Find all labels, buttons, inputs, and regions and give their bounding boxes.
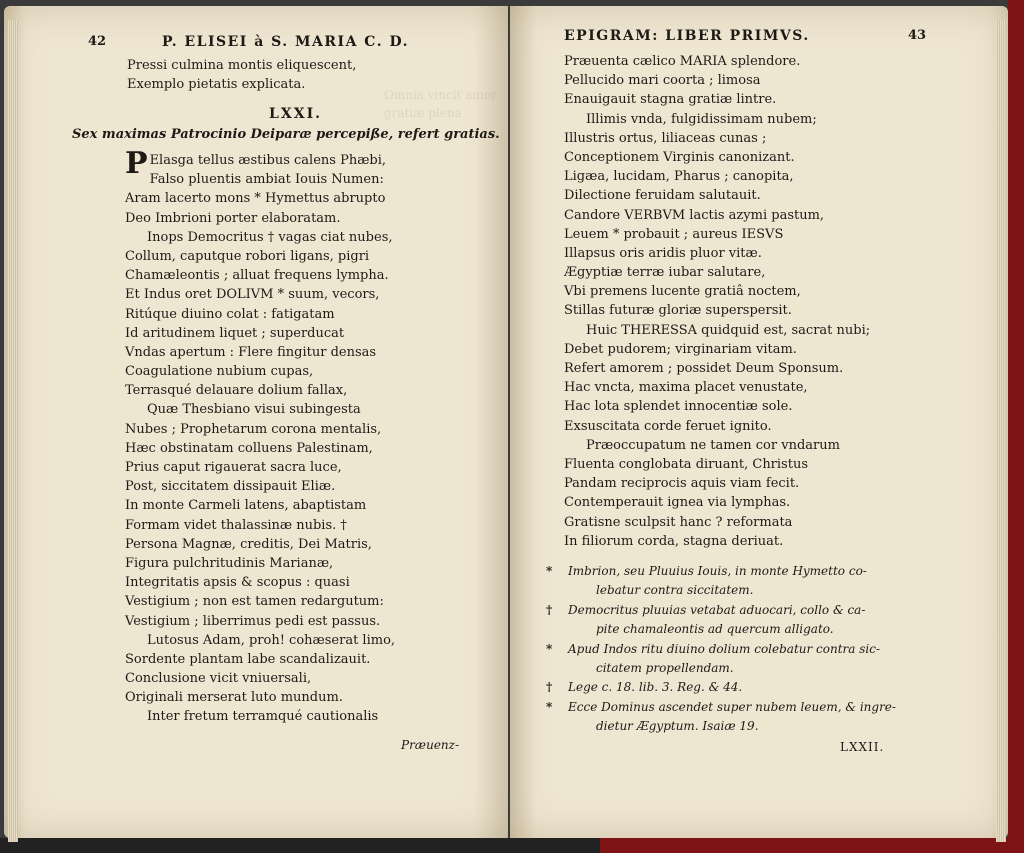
footnote-line: dietur Ægyptum. Isaiæ 19. [596,719,759,734]
footnote-text: Ecce Dominus ascendet super nubem leuem, & ingre- [568,699,896,714]
poem-line: Et Indus oret DOLIVM * suum, vecors, [125,287,380,303]
poem-line: Inops Democritus † vagas ciat nubes, [147,229,393,245]
poem-line: Pellucido mari coorta ; limosa [564,73,761,89]
right-poem [564,52,870,551]
poem-line: Collum, caputque robori ligans, pigri [125,248,370,264]
right-page-edges [996,20,1006,842]
bleed-through: Omnia vincit amor gratiæ plena [384,88,497,120]
poem-line: Persona Magnæ, creditis, Dei Matris, [125,536,372,552]
footnote-line [546,601,896,620]
poem-line: Hac lota splendet innocentiæ sole. [564,399,793,415]
footnote-line [546,562,896,581]
poem-line: Conclusione vicit vniuersali, [125,671,312,687]
poem-line: Nubes ; Prophetarum corona mentalis, [125,421,382,437]
footnote-mark: * [546,641,553,656]
poem-line: Aram lacerto mons * Hymettus abrupto [125,191,386,207]
poem-line: Stillas futuræ gloriæ superspersit. [564,303,792,319]
right-page [510,6,1008,838]
right-catchword: LXXII. [840,740,885,754]
poem-line: Figura pulchritudinis Marianæ, [125,555,334,571]
poem-line: Inter fretum terramqué cautionalis [147,709,379,725]
poem-line: Illimis vnda, fulgidissimam nubem; [586,111,817,127]
poem-line: Sordente plantam labe scandalizauit. [125,651,371,667]
poem-line: Hac vncta, maxima placet venustate, [564,380,808,396]
poem-line: Vbi premens lucente gratiâ noctem, [564,284,801,300]
poem-line: Debet pudorem; virginariam vitam. [564,341,797,357]
left-page [4,6,508,838]
poem-line: Vestigium ; non est tamen redargutum: [125,594,384,610]
poem-line: Illustris ortus, liliaceas cunas ; [564,130,767,146]
poem-line: Ligæa, lucidam, Pharus ; canopita, [564,169,794,185]
poem-line: Hæc obstinatam colluens Palestinam, [125,440,373,456]
poem-line: Vndas apertum : Flere fingitur densas [125,344,377,360]
footnote-line [546,640,896,659]
poem-line: Lutosus Adam, proh! cohæserat limo, [147,632,396,648]
poem-line: Chamæleontis ; alluat frequens lympha. [125,268,389,284]
left-poem-lines [125,170,505,726]
poem-line: Formam videt thalassinæ nubis. † [125,517,347,533]
poem-line: Candore VERBVM lactis azymi pastum, [564,207,825,223]
text-line: Exemplo pietatis explicata. [127,77,306,93]
left-poem [125,146,505,727]
poem-line: Coagulatione nubium cupas, [125,364,314,380]
poem-line: Quæ Thesbiano visui subingesta [147,402,361,418]
poem-line: Post, siccitatem dissipauit Eliæ. [125,479,336,495]
right-running-header: EPIGRAM: LIBER PRIMVS. [564,28,810,44]
poem-line: Illapsus oris aridis pluor vitæ. [564,245,762,261]
footnote-line [546,678,896,697]
poem-line: Præoccupatum ne tamen cor vndarum [586,437,840,453]
poem-line: Pandam reciprocis aquis viam fecit. [564,476,800,492]
footnote-line: lebatur contra siccitatem. [596,583,754,598]
bottom-backdrop [0,838,1024,853]
footnote-text: Apud Indos ritu diuino dolium colebatur contra sic- [568,641,881,656]
footnote-line: pite chamaleontis ad quercum alligato. [596,622,834,637]
footnote-mark: * [546,564,553,578]
left-page-edges [8,20,18,842]
poem-line: Refert amorem ; possidet Deum Sponsum. [564,361,844,376]
poem-line: Ritúque diuino colat : fatigatam [125,306,335,322]
poem-line: In monte Carmeli latens, abaptistam [125,498,367,514]
poem-line: Leuem * probauit ; aureus IESVS [564,226,784,242]
footnote-text: Lege c. 18. lib. 3. Reg. & 44. [568,680,743,695]
poem-line: Enauigauit stagna gratiæ lintre. [564,92,777,108]
poem-line: Dilectione feruidam salutauit. [564,188,761,204]
poem-line: In filiorum corda, stagna deriuat. [564,533,784,549]
poem-line: Prius caput rigauerat sacra luce, [125,460,342,476]
footnote-mark: † [546,680,553,695]
poem-line: Id aritudinem liquet ; superducat [125,325,345,341]
footnote-line [546,698,896,717]
red-backdrop [1008,0,1024,853]
left-catchword: Præuenz- [401,738,460,752]
footnote-text: Democritus pluuias vetabat aduocari, collo & ca- [568,602,866,617]
left-page-number: 42 [88,34,107,49]
poem-line: Gratisne sculpsit hanc ? reformata [564,514,793,530]
poem-line: Ægyptiæ terræ iubar salutare, [564,265,766,281]
poem-line: Vestigium ; liberrimus pedi est passus. [125,613,381,629]
right-page-number: 43 [908,28,927,43]
drop-cap: P [125,146,148,181]
poem-line: Conceptionem Virginis canonizant. [564,149,795,165]
poem-heading: Sex maximas Patrocinio Deiparæ percepiße, refert gratias. [72,127,500,142]
footnote-mark: * [546,699,553,714]
poem-line: Exsuscitata corde feruet ignito. [564,418,772,434]
first-line-text: Elasga tellus æstibus calens Phæbi, [149,153,387,168]
poem-line: Huic THERESSA quidquid est, sacrat nubi; [586,322,871,338]
text-line: Pressi culmina montis eliquescent, [127,58,357,73]
left-top-lines [127,56,356,94]
poem-line: Falso pluentis ambiat Iouis Numen: [149,172,384,188]
poem-line: Fluenta conglobata diruant, Christus [564,456,808,472]
poem-line: Contemperauit ignea via lymphas. [564,495,791,511]
footnote-text: Imbrion, seu Pluuius Iouis, in monte Hymetto co- [568,564,867,578]
poem-line: Integritatis apsis & scopus : quasi [125,575,350,591]
left-running-header: P. ELISEI à S. MARIA C. D. [162,34,409,50]
poem-number: LXXI. [269,106,322,122]
poem-line: Præuenta cælico MARIA splendore. [564,54,801,69]
poem-line: Deo Imbrioni porter elaboratam. [125,210,341,226]
footnote-mark: † [546,602,553,617]
footnotes [546,562,896,737]
footnote-line: citatem propellendam. [596,660,734,675]
poem-line: Originali merserat luto mundum. [125,690,343,706]
poem-line: Terrasqué delauare dolium fallax, [125,383,348,399]
